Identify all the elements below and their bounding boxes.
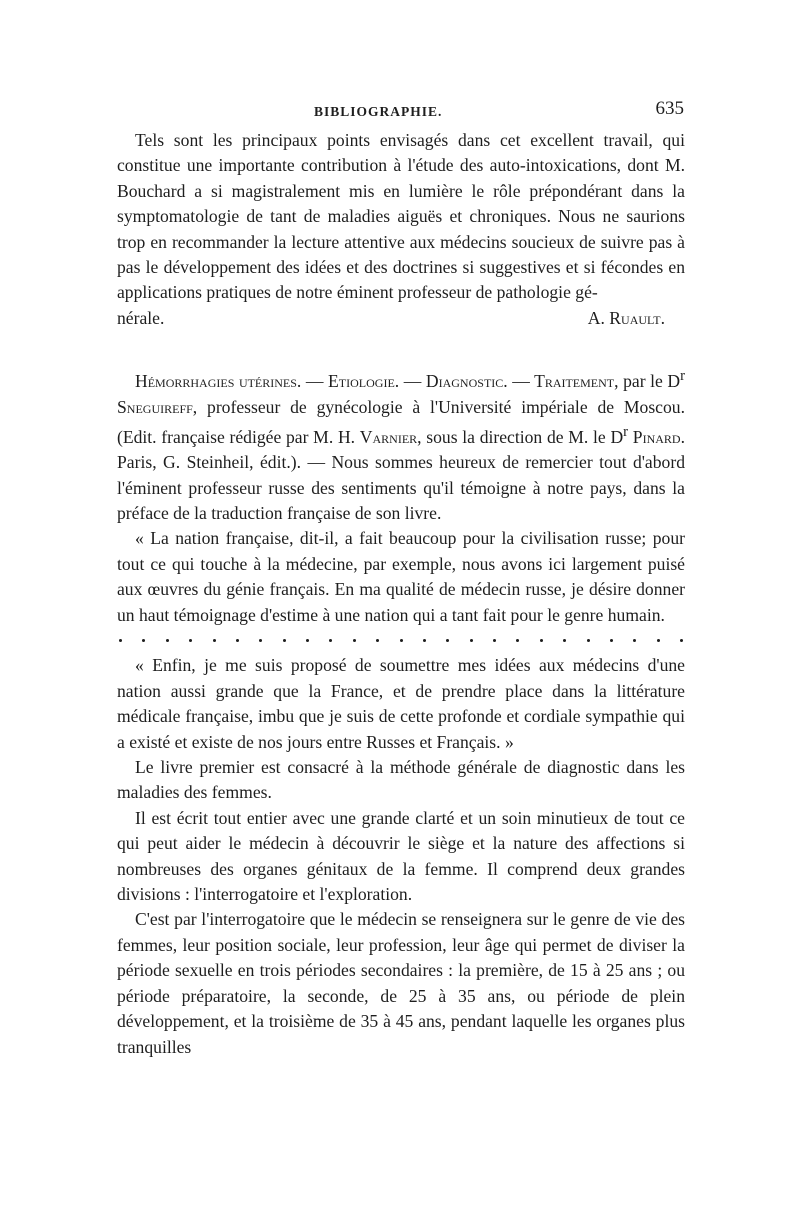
ellipsis-dot: [236, 639, 239, 642]
ellipsis-dot: [587, 639, 590, 642]
author-name: Sneguireff: [117, 396, 193, 417]
ellipsis-dot: [213, 639, 216, 642]
review-heading-paragraph: [117, 364, 685, 526]
ellipsis-dot: [283, 639, 286, 642]
quote-paragraph-1: « La nation française, dit-il, a fait beaucoup pour la civilisation russe; pour tout ce qui touche à la médecine, par exemple, nous avons ici largement puisé aux œuvres du génie français. En ma qualité de médecin russe, je désire donner un haut témoignage d'estime à une nation qui a tant fait pour le genre humain.: [117, 528, 685, 625]
text-par-le: , par le D: [614, 371, 681, 392]
running-head: BIBLIOGRAPHIE.: [314, 104, 443, 119]
direction-text: , sous la direction de M. le D: [417, 426, 624, 447]
ellipsis-dot: [259, 639, 262, 642]
doctor-abbrev-sup: r: [680, 368, 685, 385]
ellipsis-dot: [400, 639, 403, 642]
ellipsis-dot: [166, 639, 169, 642]
ellipsis-dot: [633, 639, 636, 642]
ellipsis-dot: [423, 639, 426, 642]
ellipsis-dot: [376, 639, 379, 642]
ellipsis-dot: [329, 639, 332, 642]
quote-paragraph-2: « Enfin, je me suis proposé de soumettre mes idées aux médecins d'une nation aussi grande que la France, et de prendre place dans la littérature médicale française, imbu que je suis de cette profonde et cordiale sympathie qui a existé et existe de nos jours entre Russes et Français. »: [117, 655, 685, 752]
ellipsis-dot: [306, 639, 309, 642]
ellipsis-dot: [470, 639, 473, 642]
body-paragraph-book-one: Le livre premier est consacré à la méthode générale de diagnostic dans les maladies des femmes.: [117, 757, 685, 803]
ellipsis-dot: [680, 639, 683, 642]
editor-name: Varnier: [359, 426, 418, 447]
ellipsis-dot: [540, 639, 543, 642]
review-conclusion-paragraph: Tels sont les principaux points envisagés dans cet excellent travail, qui constitue une importante contribution à l'étude des auto-intoxications, dont M. Bouchard a si magistralement mis en lumière le rôle prépondérant dans la symptomatologie de tant de maladies aiguës et chroniques. Nous ne saurions trop en recommander la lecture attentive aux médecins soucieux de suivre pas à pas le développement des idées et des doctrines si suggestives et si fécondes en applications pratiques de notre éminent professeur de pathologie gé-: [117, 130, 685, 303]
director-name: Pinard: [632, 426, 681, 447]
body-paragraph-interrogation: C'est par l'interrogatoire que le médecin se renseignera sur le genre de vie des femmes, leur position sociale, leur profession, leur âge qui permet de diviser la période sexuelle en trois périodes secondaires : la première, de 15 à 25 ans ; ou période préparatoire, la seconde, de 25 à 35 ans, ou période de plein développement, et la troisième de 35 à 45 ans, pendant laquelle les organes plus tranquilles: [117, 909, 685, 1057]
ellipsis-dot: [657, 639, 660, 642]
body-paragraph-clarity: Il est écrit tout entier avec une grande clarté et un soin minutieux de tout ce qui peut aider le médecin à découvrir le siège et la nature des affections si nombreuses des organes génitaux de la femme. Il comprend deux grandes divisions : l'interrogatoire et l'exploration.: [117, 807, 685, 905]
doctor-abbrev-sup-2: r: [623, 423, 629, 440]
ellipsis-dot: [142, 639, 145, 642]
page-body: [117, 128, 685, 1060]
page-header: [118, 98, 684, 124]
final-word: nérale.: [117, 307, 165, 328]
reviewer-signature: A. Ruault.: [587, 307, 665, 328]
ellipsis-dot: [493, 639, 496, 642]
ellipsis-dot: [516, 639, 519, 642]
page-number: 635: [655, 98, 684, 119]
review-title: Hémorrhagies utérines. — Etiologie. — Diagnostic. — Traitement: [135, 371, 615, 392]
review-signature-line: [117, 306, 685, 331]
section-gap: [117, 331, 685, 364]
ellipsis-dot: [610, 639, 613, 642]
ellipsis-dot: [446, 639, 449, 642]
ellipsis-dot: [563, 639, 566, 642]
ellipsis-dot: [119, 639, 122, 642]
author-details: , professeur de gynécologie à l'Université impériale de Moscou. (Edit. française rédigée par M. H.: [117, 396, 685, 447]
ellipsis-dots: [117, 628, 685, 653]
ellipsis-dot: [353, 639, 356, 642]
ellipsis-dot: [189, 639, 192, 642]
publisher-and-intro: . Paris, G. Steinheil, édit.). — Nous sommes heureux de remercier tout d'abord l'éminent professeur russe des sentiments qu'il témoigne à notre pays, dans la préface de la traduction française de son livre.: [117, 426, 685, 523]
